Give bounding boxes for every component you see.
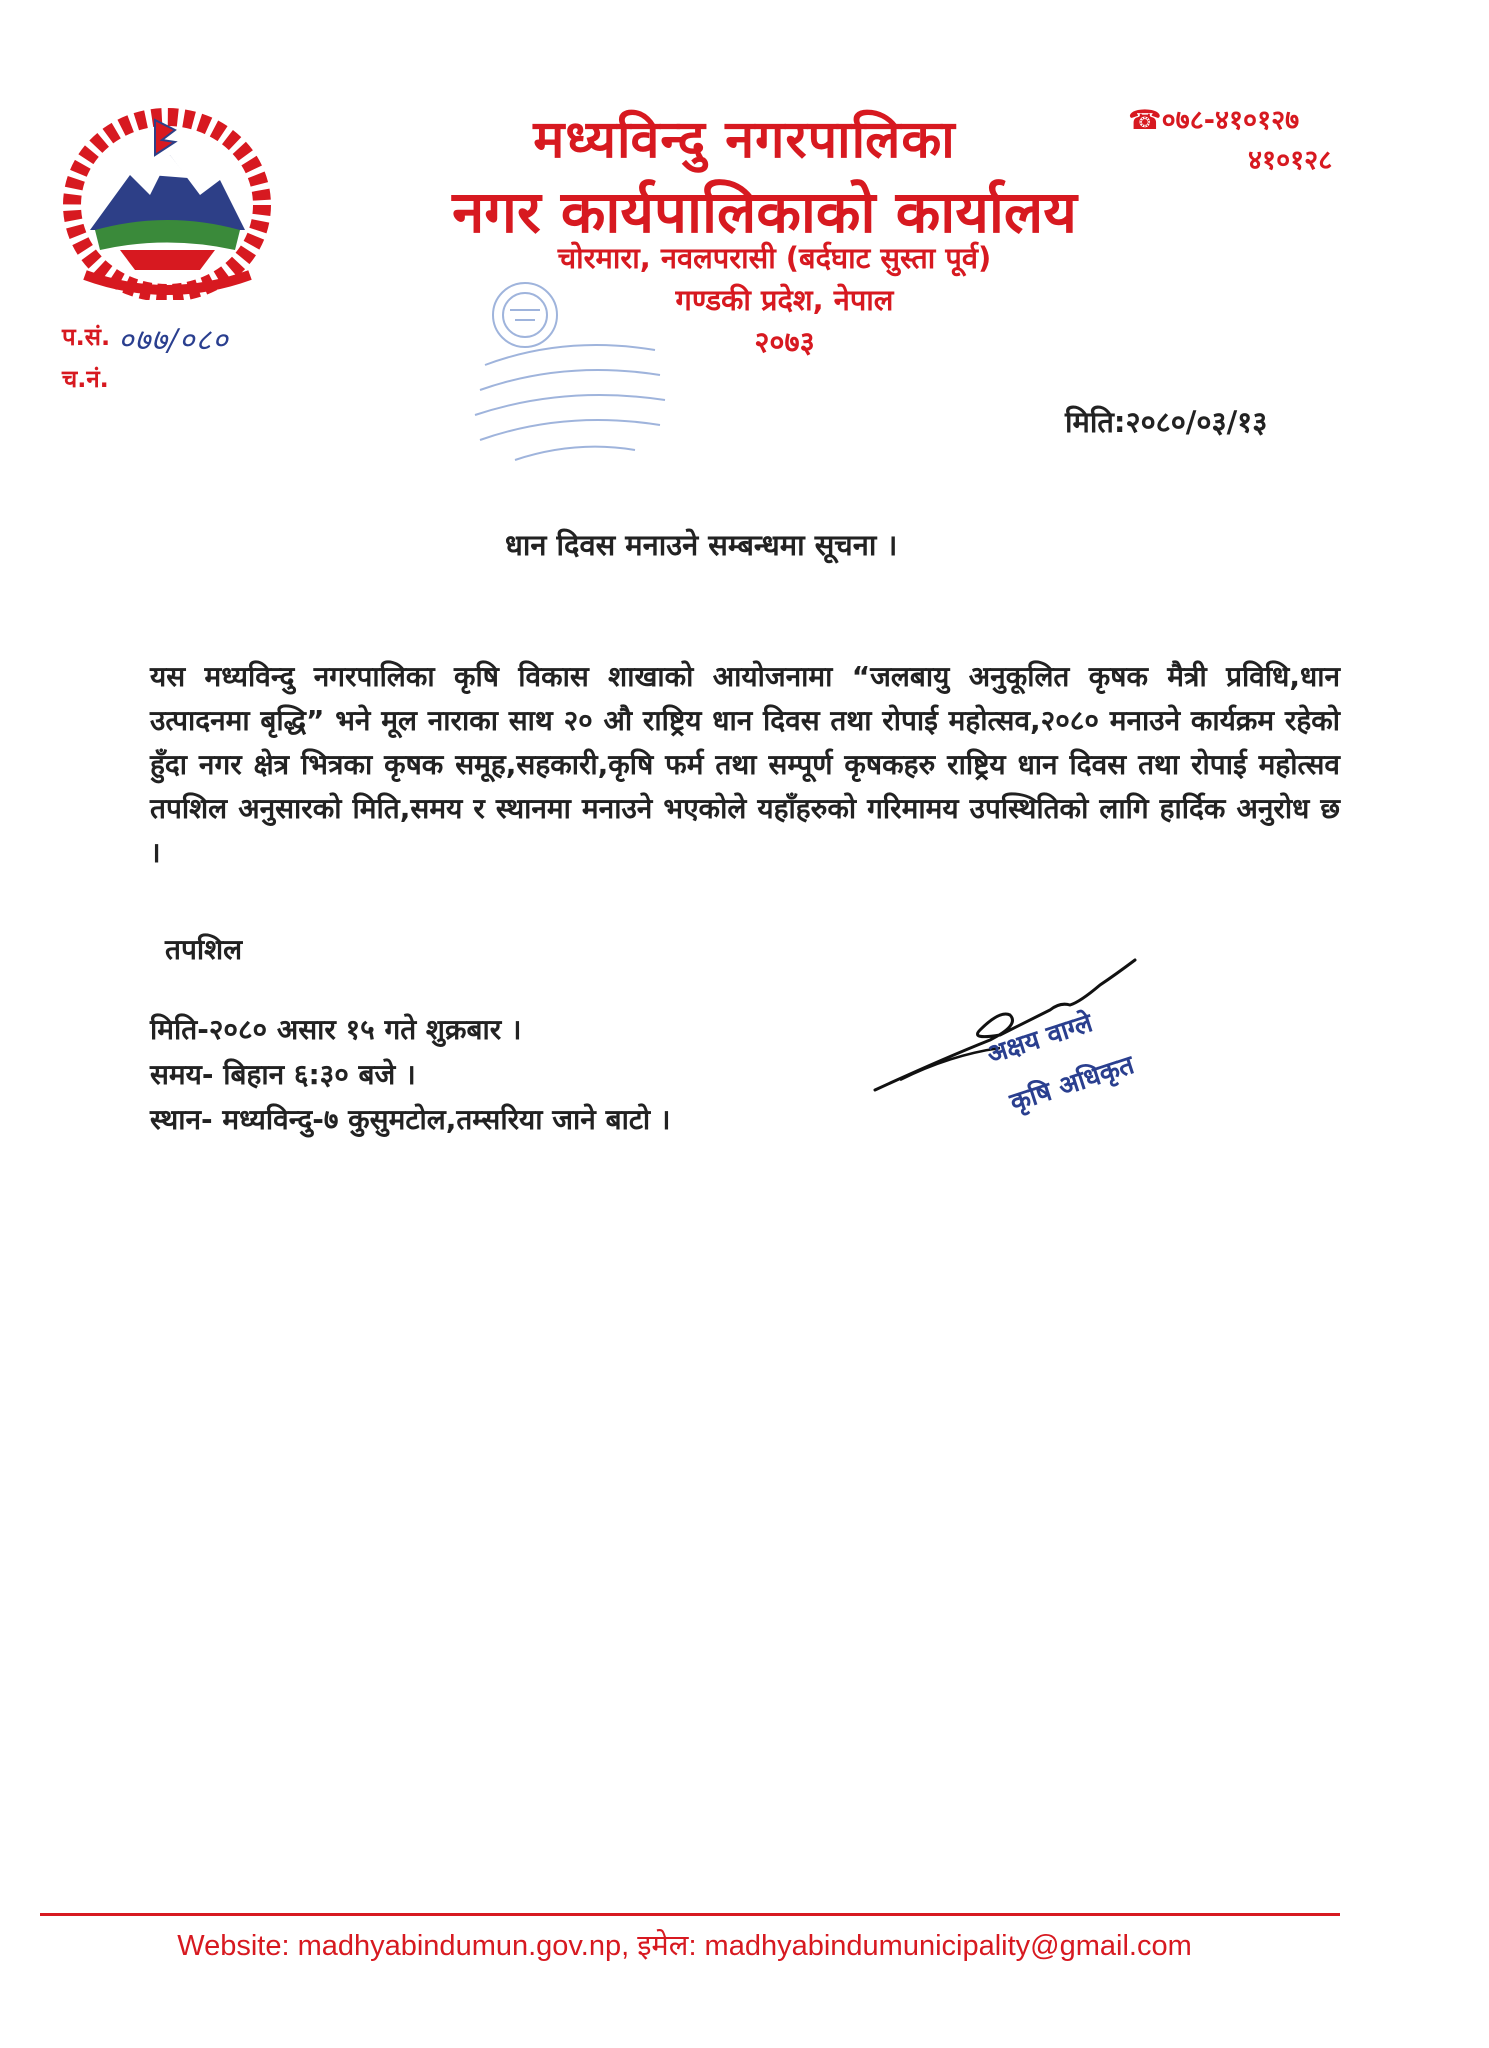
letter-date: मिति:२०८०/०३/१३	[1065, 405, 1268, 439]
schedule-place: स्थान- मध्यविन्दु-७ कुसुमटोल,तम्सरिया जाने बाटो ।	[150, 1103, 671, 1136]
schedule-date: मिति-२०८० असार १५ गते शुक्रबार ।	[150, 1013, 522, 1046]
ps-handwritten-value: ०७७/०८०	[118, 323, 229, 358]
schedule-time: समय- बिहान ६:३० बजे ।	[150, 1058, 416, 1091]
footer-divider	[40, 1913, 1340, 1916]
letter-body	[150, 655, 1340, 875]
province-line: गण्डकी प्रदेश, नेपाल	[675, 283, 894, 317]
letter-subject: धान दिवस मनाउने सम्बन्धमा सूचना ।	[505, 528, 898, 562]
cn-label: च.नं.	[62, 365, 109, 393]
ps-label: प.सं.	[62, 323, 111, 351]
signatory-title: कृषि अधिकृत	[1006, 1050, 1138, 1119]
signatory-name: अक्षय वाग्ले	[983, 1008, 1097, 1071]
phone-number-secondary: ४१०१२८	[1248, 145, 1333, 176]
body-paragraph: यस मध्यविन्दु नगरपालिका कृषि विकास शाखाको आयोजनामा “जलबायु अनुकूलित कृषक मैत्री प्रविधि,धान उत्पादनमा बृद्धि” भने मूल नाराका साथ २० औ राष्ट्रिय धान दिवस तथा रोपाई महोत्सव,२०८० मनाउने कार्यक्रम रहेको हुँदा नगर क्षेत्र भित्रका कृषक समूह,सहकारी,कृषि फर्म तथा सम्पूर्ण कृषकहरु राष्ट्रिय धान दिवस तथा रोपाई महोत्सव तपशिल अनुसारको मिति,समय र स्थानमा मनाउने भएकोले यहाँहरुको गरिमामय उपस्थितिको लागि हार्दिक अनुरोध छ ।	[150, 660, 1340, 869]
office-stamp	[455, 265, 685, 475]
schedule-heading: तपशिल	[165, 933, 243, 966]
address-line: चोरमारा, नवलपरासी (बर्दघाट सुस्ता पूर्व)	[557, 241, 992, 275]
municipality-name: मध्यविन्दु नगरपालिका	[533, 110, 956, 170]
phone-number-primary: ☎०७८-४१०१२७	[1128, 105, 1300, 136]
office-name: नगर कार्यपालिकाको कार्यालय	[452, 178, 1077, 246]
footer-contact: Website: madhyabindumun.gov.np, इमेल: madhyabindumunicipality@gmail.com	[177, 1930, 1192, 1962]
established-year: २०७३	[754, 325, 815, 359]
